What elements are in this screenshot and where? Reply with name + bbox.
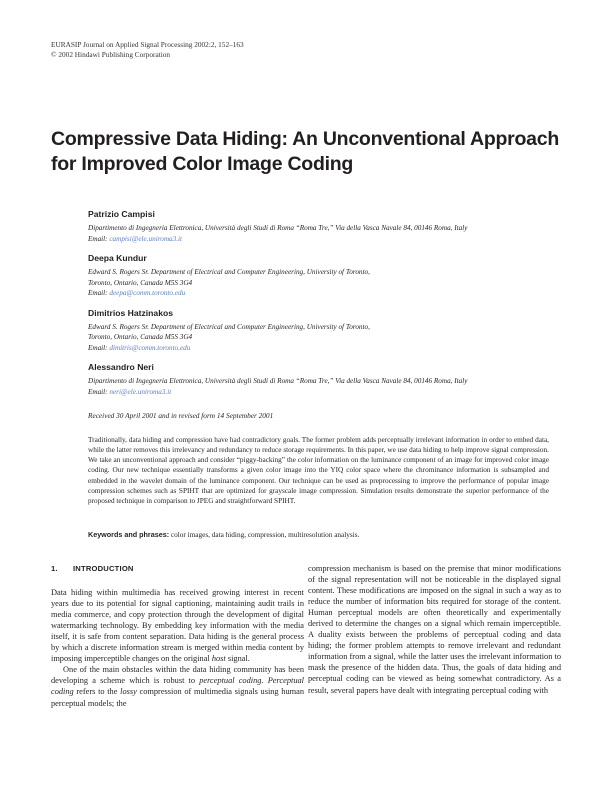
title-line-1: Compressive Data Hiding: An Unconventional Approach — [51, 128, 560, 150]
author-email-link[interactable]: deepa@comm.toronto.edu — [109, 289, 186, 297]
author-email-line — [88, 234, 558, 245]
author-name: Alessandro Neri — [88, 362, 154, 372]
section-title: INTRODUCTION — [73, 564, 134, 573]
author-name: Dimitrios Hatzinakos — [88, 307, 174, 318]
author-email-line — [88, 387, 558, 398]
author-affiliation: Edward S. Rogers Sr. Department of Electrical and Computer Engineering, University of Toronto, — [88, 268, 370, 276]
author-email-link[interactable]: campisi@ele.uniroma3.it — [109, 234, 182, 243]
author-affiliation: Dipartimento di Ingegneria Elettronica, Università degli Studi di Roma “Roma Tre,” Via della Vasca Navale 84, 00146 Roma, Italy — [88, 224, 468, 232]
emphasis: host — [211, 654, 226, 664]
author-email-line — [88, 343, 558, 354]
keywords — [88, 530, 549, 539]
author-affiliation: Toronto, Ontario, Canada M5S 3G4 — [88, 278, 193, 287]
email-label: Email: — [88, 289, 108, 297]
keywords-text: color images, data hiding, compression, multiresolution analysis. — [170, 531, 360, 539]
section-number: 1. — [51, 564, 58, 573]
author-email-link[interactable]: neri@ele.uniroma3.it — [109, 387, 172, 396]
keywords-label: Keywords and phrases: — [88, 530, 170, 539]
body-column-left — [51, 563, 304, 709]
author-affiliation: Toronto, Ontario, Canada M5S 3G4 — [88, 333, 193, 341]
emphasis: Perceptual coding — [51, 676, 304, 697]
author-email-line — [88, 288, 558, 299]
email-label: Email: — [88, 234, 108, 243]
emphasis: perceptual coding. — [199, 676, 264, 686]
paragraph-text: refers to the — [76, 687, 118, 697]
author-list — [88, 208, 558, 405]
emphasis: lossy — [120, 687, 137, 697]
email-label: Email: — [88, 387, 108, 396]
abstract: Traditionally, data hiding and compression have had contradictory goals. The former problem adds perceptually irrelevant information in order to embed data, while the latter removes this irrelevancy and redundancy to reduce storage requirements. In this paper, we use data hiding to help improve signal compression. We take an unconventional approach and consider “piggy-backing” the color information on the luminance component of an image for improved color image coding. Our new technique essentially transforms a given color image into the YIQ color space where the chrominance information is subsampled and embedded in the wavelet domain of the luminance component. Our technique can be used as preprocessing to improve the performance of popular image compression schemes such as SPIHT that are optimized for grayscale image compression. Simulation results demonstrate the superior performance of the proposed technique in comparison to JPEG and straightforward SPIHT. — [88, 436, 549, 505]
author-block — [88, 252, 558, 299]
paragraph — [51, 587, 304, 664]
author-name: Patrizio Campisi — [88, 209, 155, 219]
journal-header — [51, 40, 244, 60]
author-affiliation: Edward S. Rogers Sr. Department of Electrical and Computer Engineering, University of Toronto, — [88, 322, 370, 331]
author-email-link[interactable]: dimitris@comm.toronto.edu — [109, 343, 191, 352]
paragraph — [51, 664, 304, 708]
section-heading — [51, 563, 304, 574]
author-block — [88, 361, 558, 397]
journal-citation: EURASIP Journal on Applied Signal Processing 2002:2, 152–163 — [51, 40, 244, 49]
paragraph: compression mechanism is based on the premise that minor modifications of the signal representation will not be noticeable in the displayed signal content. These modifications are imposed on the signal in such a way as to reduce the number of information bits required for storage of the content. Human perceptual models are often theoretically and experimentally derived to determine the changes on a signal which remain imperceptible. A duality exists between the problems of perceptual coding and data hiding; the former problem attempts to remove irrelevant and redundant information from a signal, while the latter uses the irrelevant information to mask the presence of the hidden data. Thus, the goals of data hiding and perceptual coding can be viewed as being somewhat contradictory. As a result, several papers have dealt with integrating perceptual coding with — [308, 564, 561, 695]
email-label: Email: — [88, 343, 108, 352]
paragraph-text: compression of multimedia signals using human perceptual models; the — [51, 687, 304, 708]
body-column-right — [308, 563, 561, 696]
paragraph-text: One of the main obstacles within the data hiding community has been developing a scheme which is robust to — [51, 665, 304, 686]
copyright-notice: © 2002 Hindawi Publishing Corporation — [51, 50, 171, 59]
title-line-2: for Improved Color Image Coding — [51, 153, 354, 175]
author-block — [88, 208, 558, 244]
author-affiliation: Dipartimento di Ingegneria Elettronica, Università degli Studi di Roma “Roma Tre,” Via della Vasca Navale 84, 00146 Roma, Italy — [88, 377, 468, 385]
paper-title — [51, 127, 561, 177]
paragraph-text: signal. — [227, 654, 250, 664]
paragraph-text: Data hiding within multimedia has received growing interest in recent years due to its potential for signal captioning, maintaining audit trails in media commerce, and copy protection through the development of digital watermarking technology. By embedding key information with the media itself, it is safe from content separation. Data hiding is the general process by which a discrete information stream is merged within media content by imposing imperceptible changes on the original — [51, 588, 304, 664]
author-name: Deepa Kundur — [88, 253, 147, 263]
received-date: Received 30 April 2001 and in revised form 14 September 2001 — [88, 411, 274, 420]
author-block — [88, 307, 558, 354]
